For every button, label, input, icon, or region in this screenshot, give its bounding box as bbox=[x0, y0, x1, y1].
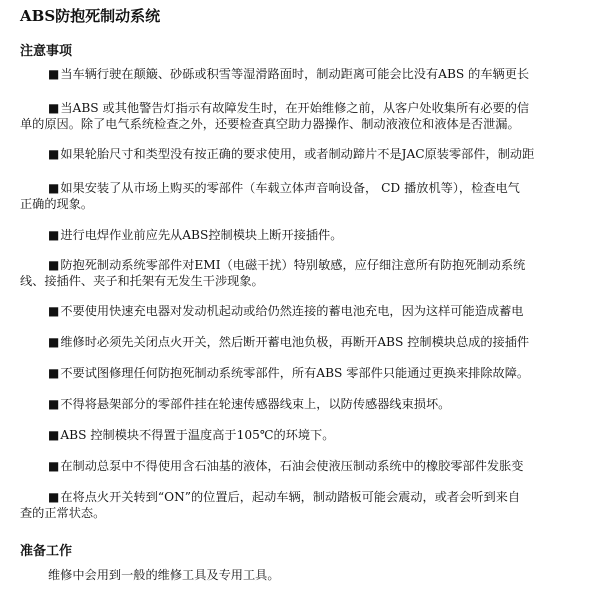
precaution-item-12: ■在制动总泵中不得使用含石油基的液体，石油会使液压制动系统中的橡胶零部件发胀变 bbox=[48, 459, 524, 473]
precaution-item-13: ■在将点火开关转到“ON”的位置后，起动车辆，制动踏板可能会震动，或者会听到来自 查的正常状态。 bbox=[20, 490, 521, 520]
precaution-item-5: ■进行电焊作业前应先从ABS控制模块上断开接插件。 bbox=[48, 228, 343, 242]
precaution-item-11: ■ABS 控制模块不得置于温度高于105℃的环境下。 bbox=[48, 428, 335, 442]
precaution-item-3: ■如果轮胎尺寸和类型没有按正确的要求使用，或者制动蹄片不是JAC原装零部件，制动距 bbox=[48, 147, 535, 161]
precaution-item-2: ■当ABS 或其他警告灯指示有故障发生时，在开始维修之前，从客户处收集所有必要的信 单的原因。除了电气系统检查之外，还要检查真空助力器操作、制动液液位和液体是否泄漏。 bbox=[20, 101, 530, 131]
bullet-square-icon: ■ bbox=[48, 397, 60, 411]
preparation-text: 维修中会用到一般的维修工具及专用工具。 bbox=[48, 568, 280, 582]
section-heading-precautions: 注意事项 bbox=[20, 44, 73, 59]
bullet-square-icon: ■ bbox=[48, 258, 60, 272]
bullet-square-icon: ■ bbox=[48, 67, 60, 81]
bullet-square-icon: ■ bbox=[48, 228, 60, 242]
bullet-square-icon: ■ bbox=[48, 459, 60, 473]
bullet-square-icon: ■ bbox=[48, 335, 60, 349]
bullet-square-icon: ■ bbox=[48, 366, 60, 380]
document-title: ABS防抱死制动系统 bbox=[20, 7, 161, 25]
bullet-square-icon: ■ bbox=[48, 147, 60, 161]
precaution-item-4: ■如果安装了从市场上购买的零部件（车载立体声音响设备， CD 播放机等），检查电气 正确的现象。 bbox=[20, 181, 520, 211]
precaution-item-6: ■防抱死制动系统零部件对EMI（电磁干扰）特别敏感，应仔细注意所有防抱死制动系统 线、接插件、夹子和托架有无发生干涉现象。 bbox=[20, 258, 526, 288]
bullet-square-icon: ■ bbox=[48, 428, 60, 442]
bullet-square-icon: ■ bbox=[48, 181, 60, 195]
precaution-item-9: ■不要试图修理任何防抱死制动系统零部件，所有ABS 零部件只能通过更换来排除故障。 bbox=[48, 366, 530, 380]
bullet-square-icon: ■ bbox=[48, 490, 60, 504]
precaution-item-10: ■不得将悬架部分的零部件挂在轮速传感器线束上，以防传感器线束损坏。 bbox=[48, 397, 451, 411]
precaution-item-8: ■维修时必须先关闭点火开关，然后断开蓄电池负极，再断开ABS 控制模块总成的接插件 bbox=[48, 335, 530, 349]
precaution-item-1: ■当车辆行驶在颠簸、砂砾或积雪等湿滑路面时，制动距离可能会比没有ABS 的车辆更长 bbox=[48, 67, 530, 81]
section-heading-preparation: 准备工作 bbox=[20, 544, 73, 559]
bullet-square-icon: ■ bbox=[48, 101, 60, 115]
bullet-square-icon: ■ bbox=[48, 304, 60, 318]
precaution-item-7: ■不要使用快速充电器对发动机起动或给仍然连接的蓄电池充电，因为这样可能造成蓄电 bbox=[48, 304, 524, 318]
